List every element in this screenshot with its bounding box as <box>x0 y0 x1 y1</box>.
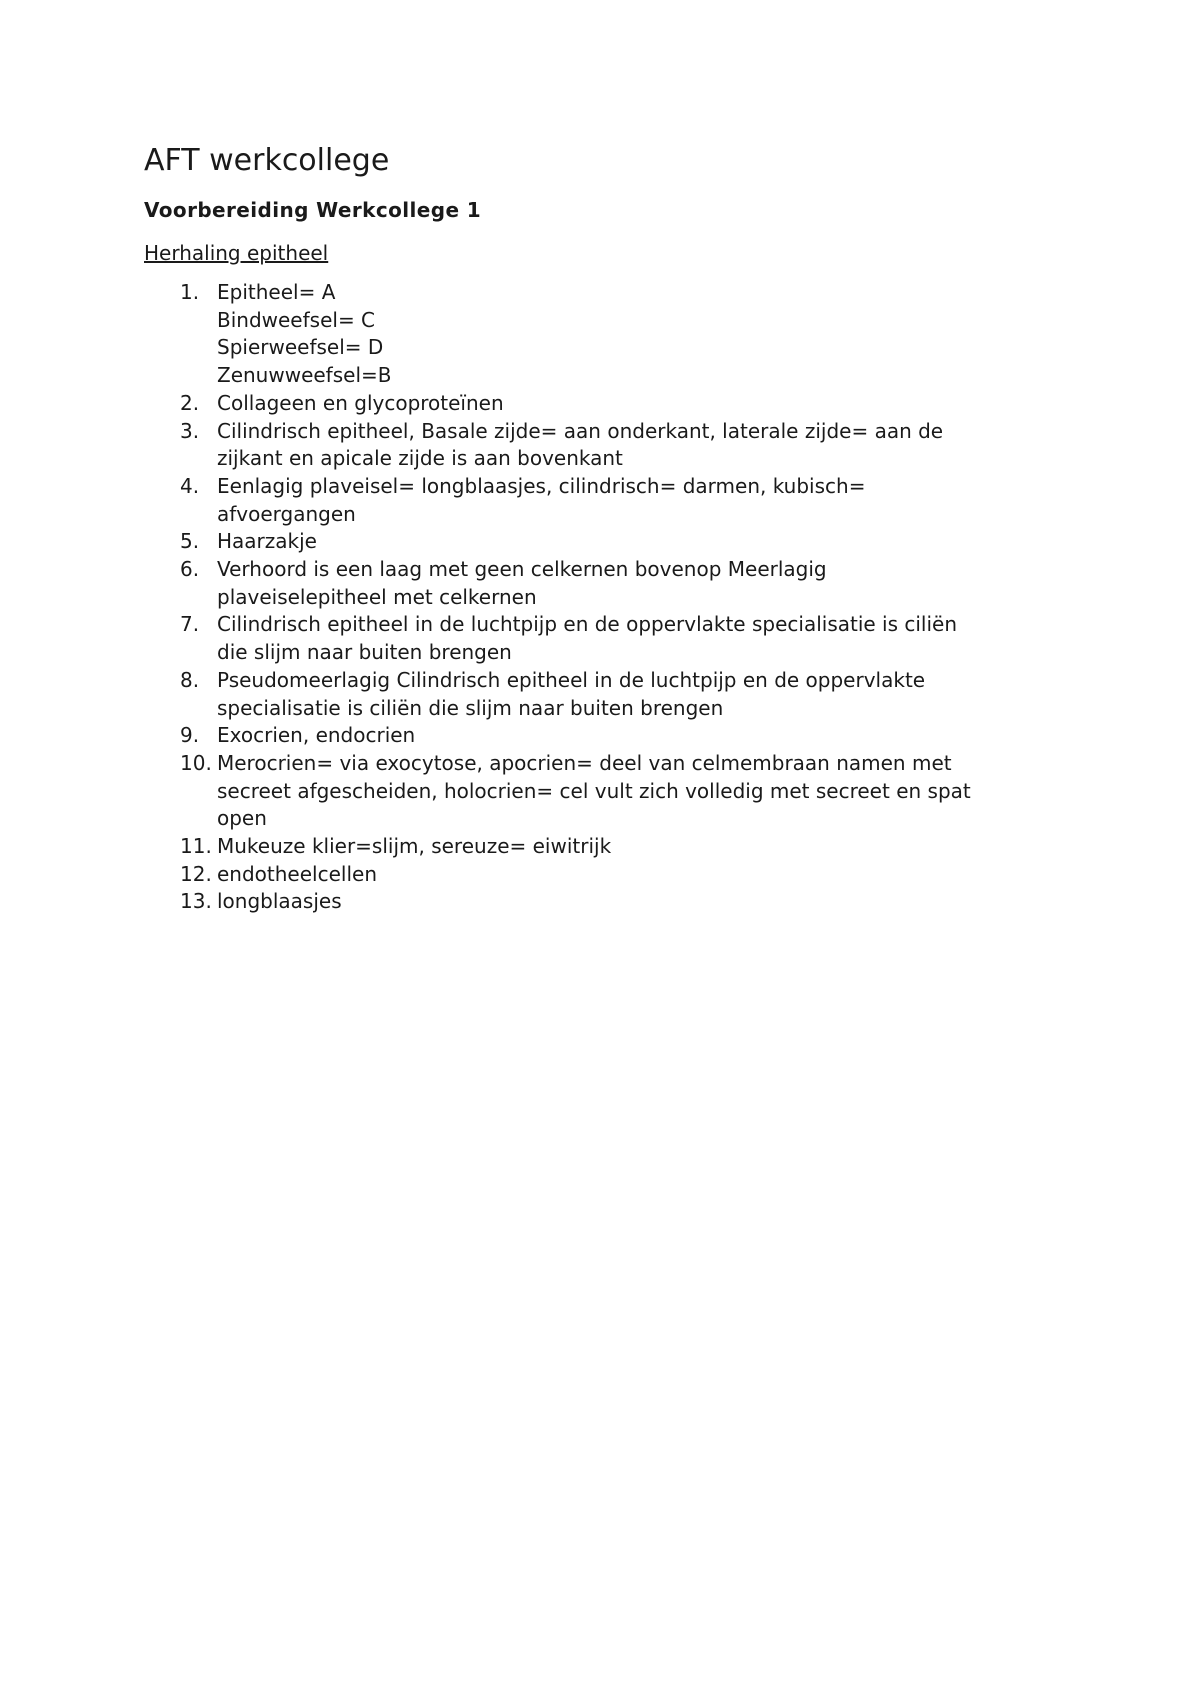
answer-number: 6. <box>180 557 200 582</box>
answer-text-line: secreet afgescheiden, holocrien= cel vult zich volledig met secreet en spat <box>217 778 971 803</box>
answer-number: 4. <box>180 473 200 498</box>
answer-number: 8. <box>180 667 200 692</box>
document-title: AFT werkcollege <box>144 143 390 178</box>
answer-text-line: Spierweefsel= D <box>217 335 384 360</box>
answer-text-line: Epitheel= A <box>217 280 336 304</box>
answer-text-line: Bindweefsel= C <box>217 307 376 332</box>
answer-text-line: longblaasjes <box>217 889 342 914</box>
answer-text-line: Verhoord is een laag met geen celkernen bovenop Meerlagig <box>217 557 827 582</box>
answer-item <box>144 722 1064 750</box>
answer-text-line: die slijm naar buiten brengen <box>217 640 512 665</box>
answer-text-line: afvoergangen <box>217 501 356 526</box>
answer-item <box>144 888 1064 916</box>
answer-item <box>144 418 1064 473</box>
answer-text-line: Merocrien= via exocytose, apocrien= deel van celmembraan namen met <box>217 750 952 775</box>
answer-number: 2. <box>180 390 200 415</box>
answer-number: 7. <box>180 612 200 637</box>
answer-item <box>144 528 1064 556</box>
answer-text-line: Haarzakje <box>217 529 317 554</box>
answer-item <box>144 279 1064 390</box>
answer-text-line: Exocrien, endocrien <box>217 723 416 748</box>
answer-item <box>144 556 1064 611</box>
answer-item <box>144 390 1064 418</box>
answer-item <box>144 833 1064 861</box>
answer-text-line: specialisatie is ciliën die slijm naar buiten brengen <box>217 695 724 720</box>
document-content <box>144 140 1064 916</box>
answer-text-line: open <box>217 806 267 831</box>
section-heading: Herhaling epitheel <box>144 241 329 265</box>
answer-text-line: Collageen en glycoproteïnen <box>217 390 504 415</box>
answer-text-line: Eenlagig plaveisel= longblaasjes, cilindrisch= darmen, kubisch= <box>217 473 866 498</box>
answer-number: 11. <box>180 834 212 859</box>
answer-item <box>144 611 1064 666</box>
answer-number: 3. <box>180 418 200 443</box>
answer-text-line: Cilindrisch epitheel, Basale zijde= aan onderkant, laterale zijde= aan de <box>217 418 944 443</box>
answer-text-line: zijkant en apicale zijde is aan bovenkant <box>217 446 623 471</box>
answer-list <box>144 279 1064 916</box>
answer-item <box>144 750 1064 833</box>
answer-number: 5. <box>180 529 200 554</box>
answer-number: 12. <box>180 861 212 886</box>
answer-number: 9. <box>180 723 200 748</box>
answer-item <box>144 473 1064 528</box>
answer-number: 1. <box>180 280 200 304</box>
answer-text-line: endotheelcellen <box>217 861 377 886</box>
answer-text-line: Cilindrisch epitheel in de luchtpijp en de oppervlakte specialisatie is ciliën <box>217 612 958 637</box>
answer-number: 13. <box>180 889 212 914</box>
answer-item <box>144 861 1064 889</box>
answer-item <box>144 667 1064 722</box>
answer-number: 10. <box>180 750 212 775</box>
document-subtitle: Voorbereiding Werkcollege 1 <box>144 198 482 222</box>
answer-text-line: Pseudomeerlagig Cilindrisch epitheel in de luchtpijp en de oppervlakte <box>217 667 926 692</box>
answer-text-line: Zenuwweefsel=B <box>217 363 392 388</box>
answer-text-line: Mukeuze klier=slijm, sereuze= eiwitrijk <box>217 834 612 859</box>
answer-text-line: plaveiselepitheel met celkernen <box>217 584 537 609</box>
